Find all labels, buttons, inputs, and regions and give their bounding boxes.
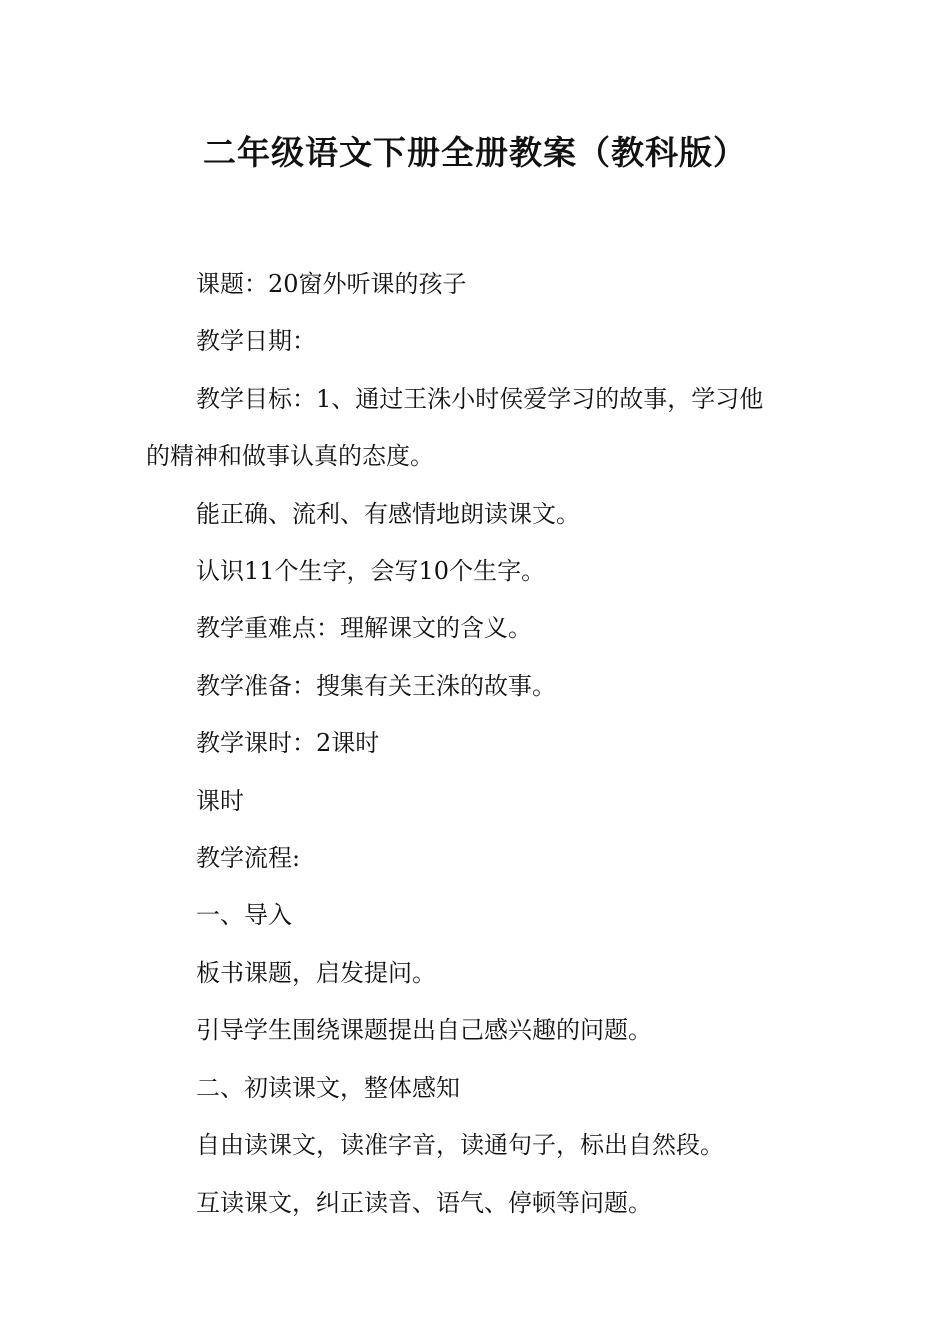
paragraph-teaching-goals-continued: 的精神和做事认真的态度。 xyxy=(146,442,434,471)
paragraph-key-difficulty: 教学重难点：理解课文的含义。 xyxy=(196,614,532,643)
paragraph-goal-reading: 能正确、流利、有感情地朗读课文。 xyxy=(196,499,580,528)
paragraph-lesson-topic: 课题：20窗外听课的孩子 xyxy=(196,270,467,298)
paragraph-blackboard-title: 板书课题，启发提问。 xyxy=(196,958,436,987)
section-heading-first-reading: 二、初读课文，整体感知 xyxy=(196,1073,460,1102)
paragraph-lesson-period: 课时 xyxy=(196,786,244,815)
document-body xyxy=(146,256,816,1232)
paragraph-teaching-goals: 教学目标：1、通过王洙小时侯爱学习的故事，学习他 xyxy=(196,384,764,413)
paragraph-preparation: 教学准备：搜集有关王洙的故事。 xyxy=(196,671,556,700)
paragraph-teaching-process: 教学流程: xyxy=(196,844,301,873)
paragraph-guide-questions: 引导学生围绕课题提出自己感兴趣的问题。 xyxy=(196,1016,652,1045)
paragraph-peer-reading: 互读课文，纠正读音、语气、停顿等问题。 xyxy=(196,1188,652,1217)
document-title: 二年级语文下册全册教案（教科版） xyxy=(203,133,747,172)
paragraph-teaching-date: 教学日期： xyxy=(196,327,316,356)
paragraph-free-reading: 自由读课文，读准字音，读通句子，标出自然段。 xyxy=(196,1131,724,1160)
section-heading-introduction: 一、导入 xyxy=(196,901,292,930)
paragraph-class-hours: 教学课时：2课时 xyxy=(196,729,380,758)
paragraph-goal-characters: 认识11个生字，会写10个生字。 xyxy=(196,557,546,586)
